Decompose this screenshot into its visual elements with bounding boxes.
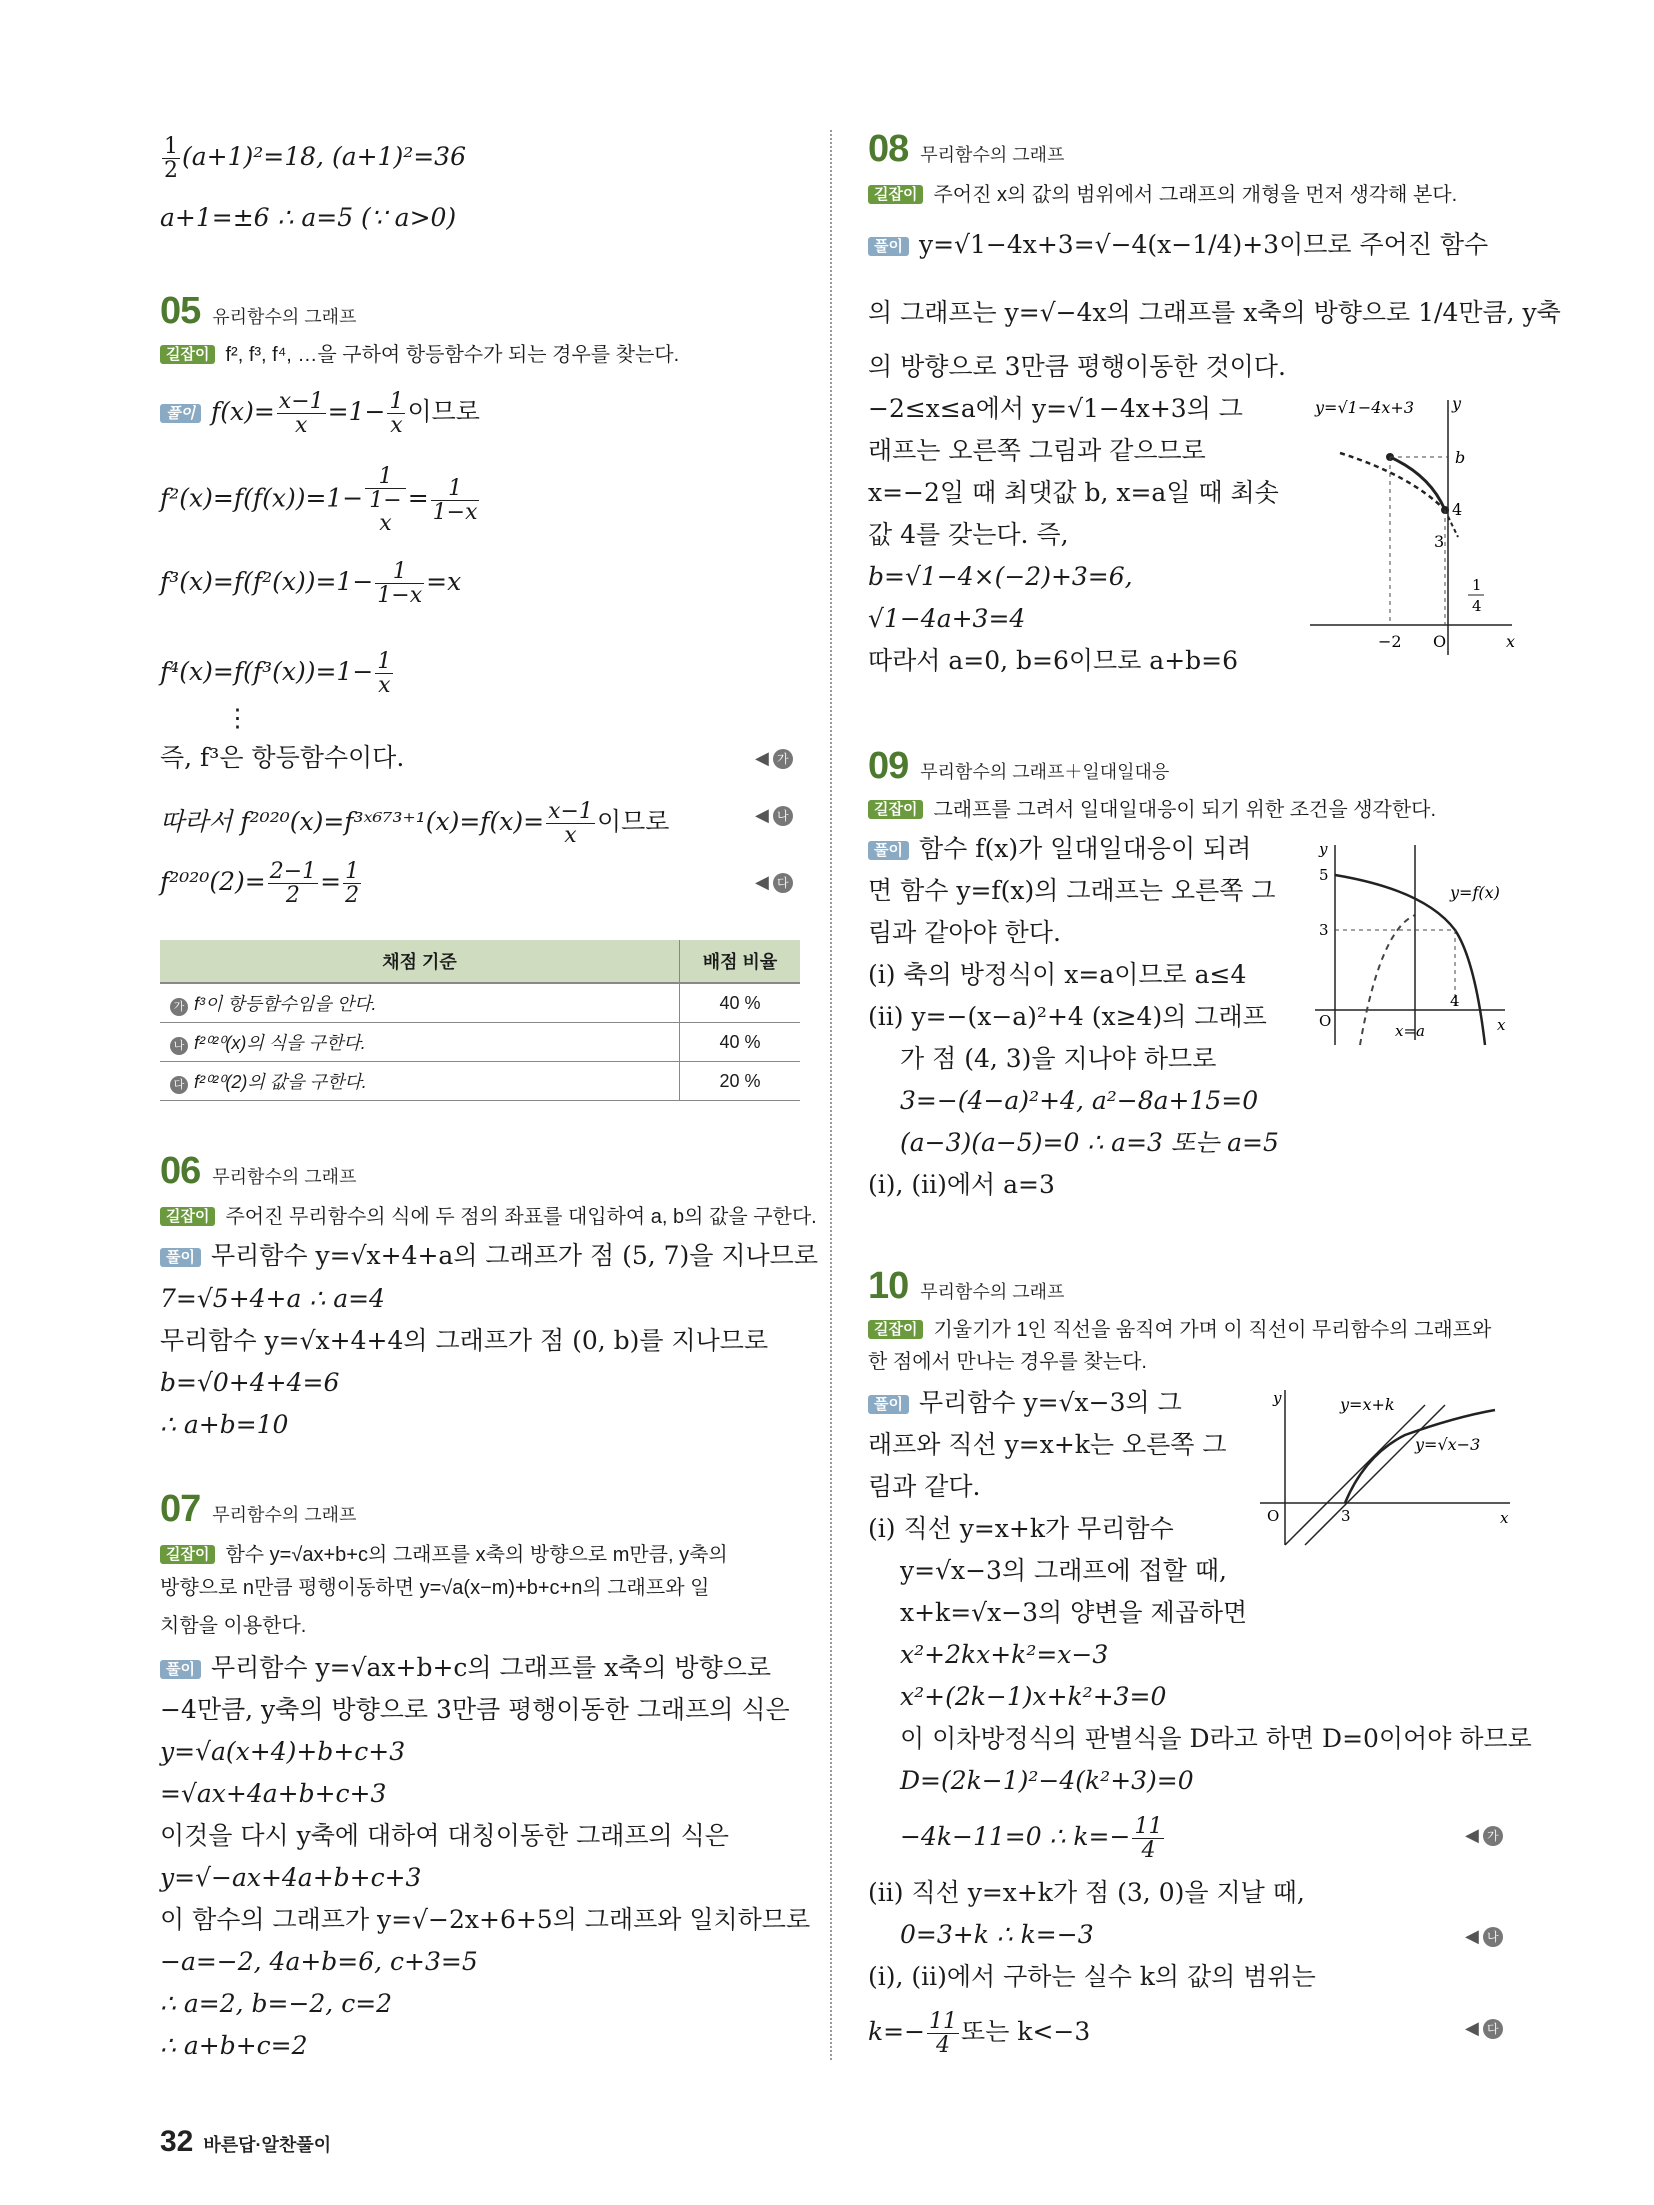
s06-line-3: 무리함수 y=√x+4+4의 그래프가 점 (0, b)를 지나므로 <box>160 1326 769 1355</box>
s08-line-2: 의 그래프는 y=√−4x의 그래프를 x축의 방향으로 1/4만큼, y축 <box>868 298 1561 327</box>
s10-line-6: x+k=√x−3의 양변을 제곱하면 <box>900 1598 1248 1627</box>
section-06-header <box>160 1150 356 1193</box>
s05-guide: 길잡이 f², f³, f⁴, …을 구하여 항등함수가 되는 경우를 찾는다. <box>160 340 679 365</box>
graph-09 <box>1305 830 1515 1050</box>
s10-line-14: (ⅰ), (ⅱ)에서 구하는 실수 k의 값의 범위는 <box>868 1962 1316 1991</box>
s07-line-6: y=√−ax+4a+b+c+3 <box>160 1863 422 1892</box>
s07-guide-1: 길잡이 함수 y=√ax+b+c의 그래프를 x축의 방향으로 m만큼, y축의 <box>160 1540 728 1565</box>
section-title: 유리함수의 그래프 <box>212 307 357 327</box>
s07-line-1: 풀이 무리함수 y=√ax+b+c의 그래프를 x축의 방향으로 <box>160 1655 771 1680</box>
s09-line-9: (ⅰ), (ⅱ)에서 a=3 <box>868 1170 1055 1199</box>
s06-line-4: b=√0+4+4=6 <box>160 1368 340 1397</box>
marker-ga: ◀ 가 <box>1465 1825 1503 1846</box>
three-label: 3 <box>1341 1507 1351 1525</box>
section-05-header <box>160 290 356 333</box>
s08-line-10: 따라서 a=0, b=6이므로 a+b=6 <box>868 646 1239 675</box>
origin-label: O <box>1267 1507 1280 1525</box>
s08-line-6: x=−2일 때 최댓값 b, x=a일 때 최솟 <box>868 478 1279 507</box>
three-label: 3 <box>1319 921 1329 939</box>
page-footer <box>160 2125 331 2159</box>
s07-line-4: =√ax+4a+b+c+3 <box>160 1779 387 1808</box>
s10-line-7: x²+2kx+k²=x−3 <box>900 1640 1109 1669</box>
table-header: 채점 기준 <box>160 940 680 983</box>
y-label: y <box>1319 840 1328 858</box>
root-label: y=√x−3 <box>1415 1435 1481 1454</box>
origin-label: O <box>1433 632 1447 651</box>
s05-dots: ⋮ <box>225 703 250 732</box>
s09-line-1: 풀이 함수 f(x)가 일대일대응이 되려 <box>868 836 1251 861</box>
s10-guide-2: 한 점에서 만나는 경우를 찾는다. <box>868 1351 1147 1373</box>
marker-na: ◀ 나 <box>755 805 793 826</box>
s08-line-4: −2≤x≤a에서 y=√1−4x+3의 그 <box>868 394 1243 423</box>
s05-line-4: f⁴(x)=f(f³(x))=1− $\frac{1}{x}$ <box>160 649 392 699</box>
s05-line-3: f³(x)=f(f²(x))=1− $\frac{1}{1-x}$ =x <box>160 559 462 609</box>
table-header-row <box>160 940 800 983</box>
s07-line-8: −a=−2, 4a+b=6, c+3=5 <box>160 1947 478 1976</box>
root-curve <box>1345 1410 1495 1503</box>
y-label: y <box>1273 1389 1282 1407</box>
section-number: 05 <box>160 290 201 332</box>
marker-da: ◀ 다 <box>1465 2018 1503 2039</box>
section-07-header <box>160 1488 356 1531</box>
four-label: 4 <box>1450 992 1460 1010</box>
y-label: y <box>1452 394 1462 413</box>
three-label: 3 <box>1434 532 1445 551</box>
s06-line-5: ∴ a+b=10 <box>160 1410 289 1439</box>
line-tangent <box>1285 1405 1425 1545</box>
s10-line-10: D=(2k−1)²−4(k²+3)=0 <box>900 1766 1194 1795</box>
s06-line-1: 풀이 무리함수 y=√x+4+a의 그래프가 점 (5, 7)을 지나므로 <box>160 1243 818 1268</box>
four-label: 4 <box>1452 500 1463 519</box>
origin-label: O <box>1319 1012 1332 1030</box>
s07-guide-3: 치함을 이용한다. <box>160 1615 307 1637</box>
section-title: 무리함수의 그래프 <box>212 1167 357 1187</box>
s05-line-7: f²⁰²⁰(2)= $\frac{2-1}{2}$ = $\frac{1}{2}$ <box>160 859 360 909</box>
s10-line-5: y=√x−3의 그래프에 접할 때, <box>900 1556 1227 1585</box>
s08-line-1: 풀이 y=√1−4x+3=√−4(x−1/4)+3이므로 주어진 함수 <box>868 232 1488 257</box>
top-line-2: a+1=±6 ∴ a=5 (∵ a>0) <box>160 203 457 232</box>
page-number: 32 <box>160 2125 194 2158</box>
footer-label: 바른답·알찬풀이 <box>203 2135 332 2155</box>
neg2-label: −2 <box>1378 632 1402 651</box>
s09-line-4: (ⅰ) 축의 방정식이 x=a이므로 a≤4 <box>868 960 1247 989</box>
section-08-header: 08 무리함수의 그래프 <box>868 128 1065 170</box>
column-divider <box>830 130 832 2060</box>
table-row: 가 f³이 항등함수임을 안다. 40 % <box>160 983 800 1023</box>
solution-tag: 풀이 <box>160 404 201 423</box>
s10-line-15: k=− $\frac{11}{4}$ 또는 k<−3 <box>868 2009 1091 2059</box>
s10-line-9: 이 이차방정식의 판별식을 D라고 하면 D=0이어야 하므로 <box>900 1724 1532 1753</box>
s08-line-5: 래프는 오른쪽 그림과 같으므로 <box>868 436 1206 465</box>
s08-guide: 길잡이 주어진 x의 값의 범위에서 그래프의 개형을 먼저 생각해 본다. <box>868 180 1457 205</box>
b-label: b <box>1455 448 1466 467</box>
xa-label: x=a <box>1395 1022 1425 1040</box>
section-number: 06 <box>160 1150 201 1192</box>
top-line-1: $\frac{1}{2}$ (a+1)²=18, (a+1)²=36 <box>164 134 466 184</box>
s07-line-5: 이것을 다시 y축에 대하여 대칭이동한 그래프의 식은 <box>160 1821 729 1850</box>
s08-line-9: √1−4a+3=4 <box>868 604 1026 633</box>
graph-10 <box>1255 1385 1515 1560</box>
s10-line-11: −4k−11=0 ∴ k=− $\frac{11}{4}$ <box>900 1814 1163 1864</box>
s06-guide: 길잡이 주어진 무리함수의 식에 두 점의 좌표를 대입하여 a, b의 값을 구한다. <box>160 1202 817 1227</box>
s05-line-2: f²(x)=f(f(x))=1− 1 1− x = $\frac{1}{1-x}$ <box>160 464 478 537</box>
x-label: x <box>1506 632 1516 651</box>
x-label: x <box>1500 1509 1509 1527</box>
s09-line-5: (ⅱ) y=−(x−a)²+4 (x≥4)의 그래프 <box>868 1002 1267 1031</box>
section-09-header: 09 무리함수의 그래프＋일대일대응 <box>868 745 1170 787</box>
s10-line-1: 풀이 무리함수 y=√x−3의 그 <box>868 1390 1182 1415</box>
marker-ga: ◀ 가 <box>755 748 793 769</box>
quarter-den: 4 <box>1472 597 1482 615</box>
s10-guide-1: 길잡이 기울기가 1인 직선을 움직여 가며 이 직선이 무리함수의 그래프와 <box>868 1315 1491 1340</box>
s07-line-2: −4만큼, y축의 방향으로 3만큼 평행이동한 그래프의 식은 <box>160 1695 790 1724</box>
table-header: 배점 비율 <box>680 940 801 983</box>
marker-na: ◀ 나 <box>1465 1926 1503 1947</box>
s09-line-6: 가 점 (4, 3)을 지나야 하므로 <box>900 1044 1217 1073</box>
s10-line-13: 0=3+k ∴ k=−3 <box>900 1920 1094 1949</box>
s05-line-5: 즉, f³은 항등함수이다. <box>160 743 405 772</box>
s08-line-3: 의 방향으로 3만큼 평행이동한 것이다. <box>868 352 1286 381</box>
section-number: 07 <box>160 1488 201 1530</box>
half-fraction: $\frac{1}{2}$ <box>164 134 178 184</box>
s07-guide-2: 방향으로 n만큼 평행이동하면 y=√a(x−m)+b+c+n의 그래프와 일 <box>160 1577 710 1599</box>
func-label: y=√1−4x+3 <box>1315 398 1415 417</box>
table-row: 다 f²⁰²⁰(2)의 값을 구한다. 20 % <box>160 1062 800 1101</box>
s07-line-10: ∴ a+b+c=2 <box>160 2031 308 2060</box>
s09-line-8: (a−3)(a−5)=0 ∴ a=3 또는 a=5 <box>900 1128 1279 1157</box>
s07-line-3: y=√a(x+4)+b+c+3 <box>160 1737 406 1766</box>
quarter-num: 1 <box>1472 576 1482 594</box>
five-label: 5 <box>1319 866 1329 884</box>
s08-line-8: b=√1−4×(−2)+3=6, <box>868 562 1133 591</box>
s09-line-3: 림과 같아야 한다. <box>868 918 1061 947</box>
x-label: x <box>1497 1016 1506 1034</box>
s05-line-1: 풀이 f(x)= $\frac{x-1}{x}$ =1− $\frac{1}{x}$ 이므로 <box>160 390 480 437</box>
s10-line-12: (ⅱ) 직선 y=x+k가 점 (3, 0)을 지날 때, <box>868 1878 1305 1907</box>
s10-line-2: 래프와 직선 y=x+k는 오른쪽 그 <box>868 1430 1227 1459</box>
curve-dashed <box>1340 453 1445 510</box>
s10-line-4: (ⅰ) 직선 y=x+k가 무리함수 <box>868 1514 1174 1543</box>
line-through <box>1305 1405 1445 1545</box>
s09-line-7: 3=−(4−a)²+4, a²−8a+15=0 <box>900 1086 1259 1115</box>
table-row: 나 f²⁰²⁰(x)의 식을 구한다. 40 % <box>160 1023 800 1062</box>
func-label: y=f(x) <box>1450 883 1500 902</box>
s10-line-8: x²+(2k−1)x+k²+3=0 <box>900 1682 1167 1711</box>
s08-line-7: 값 4를 갖는다. 즉, <box>868 520 1069 549</box>
s07-line-9: ∴ a=2, b=−2, c=2 <box>160 1989 393 2018</box>
s09-guide: 길잡이 그래프를 그려서 일대일대응이 되기 위한 조건을 생각한다. <box>868 795 1436 820</box>
section-10-header: 10 무리함수의 그래프 <box>868 1265 1065 1307</box>
line-label: y=x+k <box>1340 1395 1395 1414</box>
s06-line-2: 7=√5+4+a ∴ a=4 <box>160 1284 385 1313</box>
graph-08 <box>1300 385 1520 660</box>
s07-line-7: 이 함수의 그래프가 y=√−2x+6+5의 그래프와 일치하므로 <box>160 1905 811 1934</box>
s10-line-3: 림과 같다. <box>868 1472 981 1501</box>
marker-da: ◀ 다 <box>755 872 793 893</box>
scoring-table <box>160 940 800 1101</box>
section-title: 무리함수의 그래프 <box>212 1505 357 1525</box>
s05-line-6: 따라서 f²⁰²⁰(x)=f³ˣ⁶⁷³⁺¹(x)=f(x)= $\frac{x-1}{x}$ 이므로 <box>160 799 670 849</box>
s09-line-2: 면 함수 y=f(x)의 그래프는 오른쪽 그 <box>868 876 1276 905</box>
guide-tag: 길잡이 <box>160 345 215 364</box>
